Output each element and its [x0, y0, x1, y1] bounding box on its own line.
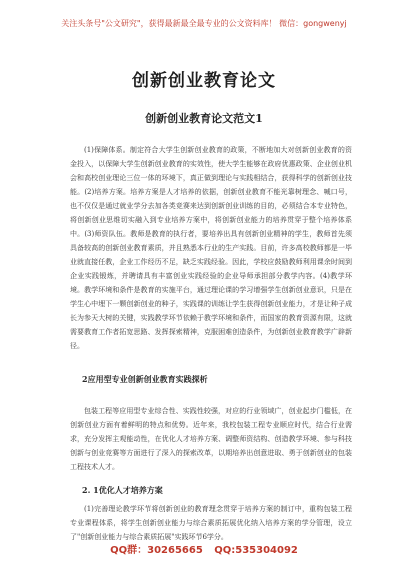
- footer-contact: [0, 541, 408, 556]
- header-banner: 关注头条号"公文研究"，获得最新最全最专业的公文资料库！ 微信：gongwenyj: [61, 19, 347, 28]
- section-heading: 2应用型专业创新创业教育实践探析: [82, 374, 208, 384]
- page-subtitle: 创新创业教育论文范文1: [145, 112, 263, 125]
- qq-label: QQ:535304092: [214, 545, 298, 556]
- body-paragraph: (1)保障体系。制定符合大学生创新创业教育的政策，不断地加大对创新创业教育的资金投入，以保障大学生创新创业教育的实效性，使大学生能够在政府优惠政策、企业创业机会和高校创业理论三位一体的环境下，真正做到理论与实践相结合，获得科学的创新创业技能。(2)培养方案。培养方案是人才培养的依据，创新创业教育不能光靠树理念、喊口号，也不仅仅是通过就业学分去加各类竞赛来达到创新创业训练的目的，必须结合本专业特色，将创新创业思维切实融入到专业培养方案中，将创新创业能力的培养贯穿于整个培养体系中。(3)师资队伍。教师是教育的执行者，要培养出具有创新创业精神的学生，教师首先须具备较高的创新创业教育素质，并且熟悉本行业的生产实践。目前，许多高校教师都是一毕业就直接任教，企业工作经历不足，缺乏实践经验。因此，学校应鼓励教师利用课余时间到企业实践锻炼，并聘请具有丰富创业实践经验的企业导师承担部分教学内容。(4)教学环境。教学环境和条件是教育的实施平台，通过理论课的学习增强学生创新创业意识，只是在学生心中埋下一颗创新创业的种子，实践课的训练让学生获得创新创业能力，才是让种子成长为参天大树的关键，实践教学环节依赖于教学环境和条件，而国家的教育资源有限，这就需要教育工作者拓宽思路、发挥探索精神，克服困难创造条件，为创新创业教育教学广辟新径。: [70, 146, 352, 350]
- body-paragraph: 包装工程等应用型专业综合性、实践性较强，对应的行业领域广，创业起步门槛低，在创新创业方面有着鲜明的特点和优势。近年来，我校包装工程专业顺应时代，结合行业需求，充分发挥主观能动性，在优化人才培养方案、调整师资结构、创造教学环境、参与科技创新与创业竞赛等方面进行了深入的探索改革，以期培养出创意进取、勇于创新创业的包装工程技术人才。: [70, 407, 352, 471]
- page-title: 创新创业教育论文: [132, 71, 276, 91]
- qq-group-label: QQ群：30265665: [110, 545, 203, 556]
- section-heading: 2. 1优化人才培养方案: [82, 485, 163, 495]
- body-paragraph: (1)完善理论教学环节将创新创业的教育理念贯穿于培养方案的制订中，重构包装工程专业课程体系，将学生创新创业能力与综合素质拓展优化纳入培养方案的学分管理，设立了"创新创业能力与综合素质拓展"实践环节6学分。: [70, 505, 352, 541]
